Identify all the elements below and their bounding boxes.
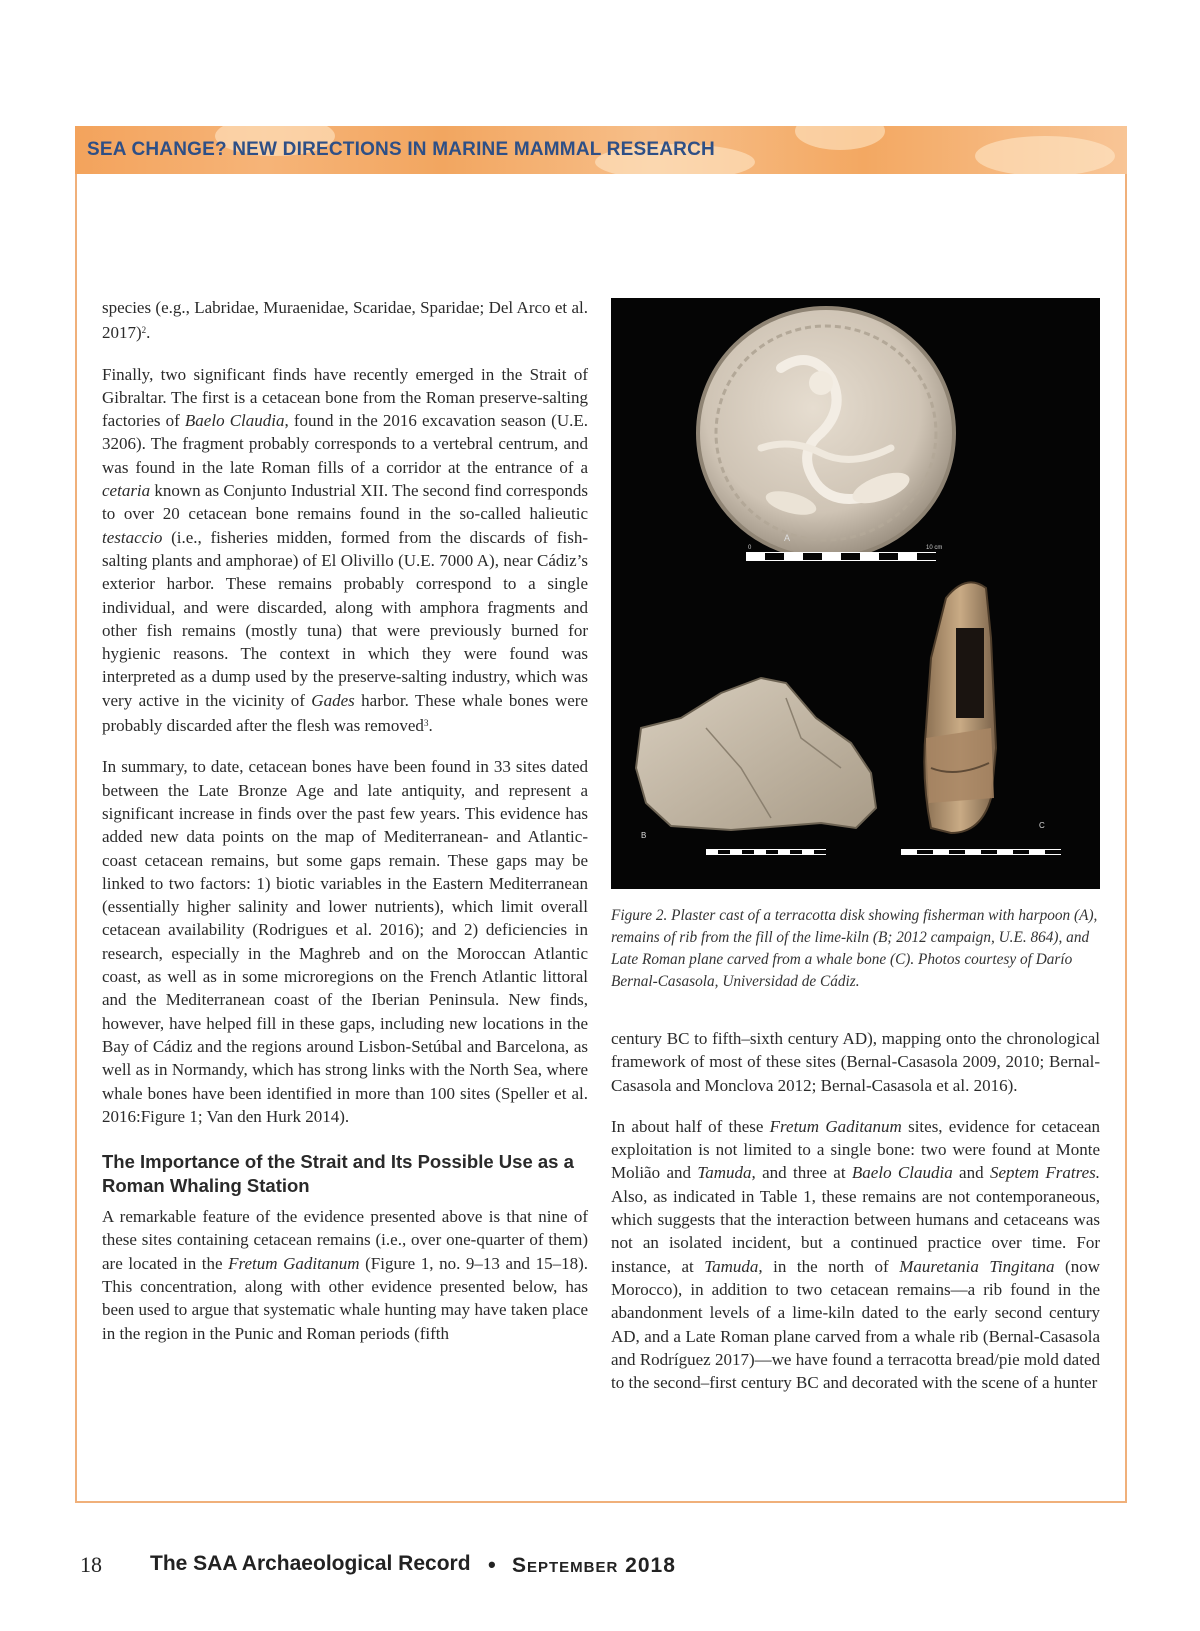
- right-column: [611, 1027, 1100, 1412]
- paragraph: A remarkable feature of the evidence presented above is that nine of these sites containing cetacean remains (i.e., over one-quarter of them) are located in the Fretum Gaditanum (Figure 1, no. 9–13 and 15–18). This concentration, along with other evidence presented below, has been used to argue that systematic whale hunting may have taken place in the region in the Punic and Roman periods (fifth: [102, 1207, 588, 1343]
- figure-photo: [611, 298, 1100, 889]
- page-footer: [80, 1552, 680, 1584]
- figure-caption: Figure 2. Plaster cast of a terracotta disk showing fisherman with harpoon (A), remains of rib from the fill of the lime-kiln (B; 2012 campaign, U.E. 864), and Late Roman plane carved from a whale bone (C). Photos courtesy of Darío Bernal-Casasola, Universidad de Cádiz.: [611, 907, 1098, 990]
- scale-bar-a: [746, 552, 936, 561]
- paragraph: century BC to fifth–sixth century AD), mapping onto the chronological framework of most of these sites (Bernal-Casasola 2009, 2010; Bernal-Casasola and Monclova 2012; Bernal-Casasola et al. 2016).: [611, 1029, 1100, 1095]
- paragraph: In summary, to date, cetacean bones have been found in 33 sites dated between the Late Bronze Age and late antiquity, and represent a significant increase in finds over the past few years. This evidence has added new data points on the map of Mediterranean- and Atlantic-coast cetacean remains, but some gaps remain. These gaps may be linked to two factors: 1) biotic variables in the Eastern Mediterranean (essentially higher salinity and lower nutrients), which limit overall cetacean availability (Rodrigues et al. 2016); and 2) deficiencies in research, especially in the Maghreb and on the Moroccan Atlantic coast, as well as in some microregions on the French Atlantic littoral and the Mediterranean coast of the Iberian Peninsula. New finds, however, have helped fill in these gaps, including new locations in the Bay of Cádiz and the regions around Lisbon-Setúbal and Barcelona, as well as in Normandy, which has strong links with the North Sea, where whale bones have been identified in more than 100 sites (Speller et al. 2016:Figure 1; Van den Hurk 2014).: [102, 757, 588, 1126]
- banner-title: SEA CHANGE? NEW DIRECTIONS IN MARINE MAMMAL RESEARCH: [87, 139, 715, 160]
- scale-bar-b: [706, 849, 826, 855]
- figure-artwork: [611, 298, 1100, 889]
- figure-label-c: C: [1039, 821, 1045, 830]
- figure-label-a: A: [784, 533, 791, 543]
- publication-title: The SAA Archaeological Record: [150, 1552, 471, 1575]
- scale-bar-c: [901, 849, 1061, 855]
- issue-date: September 2018: [512, 1554, 676, 1577]
- paragraph: In about half of these Fretum Gaditanum sites, evidence for cetacean exploitation is not limited to a single bone: two were found at Monte Molião and Tamuda, and three at Baelo Claudia and Septem Fratres. Also, as indicated in Table 1, these remains are not contemporaneous, which suggests that the interaction between humans and cetaceans was not an isolated incident, but a continued practice over time. For instance, at Tamuda, in the north of Mauretania Tingitana (now Morocco), in addition to two cetacean remains—a rib found in the abandonment levels of a lime-kiln dated to the early second century AD, and a Late Roman plane carved from a whale rib (Bernal-Casasola and Rodríguez 2017)—we have found a terracotta bread/pie mold dated to the second–first century BC and decorated with the scene of a hunter: [611, 1116, 1101, 1393]
- page-number: 18: [80, 1552, 102, 1577]
- section-banner: [75, 126, 1127, 174]
- rib-fragment-image: [636, 678, 876, 830]
- left-column: [102, 296, 588, 1363]
- section-heading: The Importance of the Strait and Its Possible Use as a Roman Whaling Station: [102, 1151, 574, 1197]
- terracotta-disk-image: [698, 308, 954, 558]
- figure-label-b: B: [641, 831, 647, 840]
- separator-dot: •: [488, 1552, 496, 1577]
- whale-bone-plane-image: [924, 582, 996, 833]
- scale-zero-a: 0: [748, 545, 752, 551]
- scale-ten-a: 10 cm: [926, 545, 943, 551]
- paragraph: Finally, two significant finds have recently emerged in the Strait of Gibraltar. The first is a cetacean bone from the Roman preserve-salting factories of Baelo Claudia, found in the 2016 excavation season (U.E. 3206). The fragment probably corresponds to a vertebral centrum, and was found in the late Roman fills of a corridor at the entrance of a cetaria known as Conjunto Industrial XII. The second find corresponds to over 20 cetacean bone remains found in the so-called halieutic testaccio (i.e., fisheries midden, formed from the discards of fish-salting plants and amphorae) of El Olivillo (U.E. 7000 A), near Cádiz’s exterior harbor. These remains probably correspond to a single individual, and were discarded, along with amphora fragments and other fish remains (mostly tuna) that were previously burned for hygienic reasons. The context in which they were found was interpreted as a dump used by the preserve-salting industry, which was very active in the vicinity of Gades harbor. These whale bones were probably discarded after the flesh was removed$^3$.: [102, 364, 588, 736]
- paragraph: species (e.g., Labridae, Muraenidae, Scaridae, Sparidae; Del Arco et al. 2017)$^2$.: [102, 298, 588, 343]
